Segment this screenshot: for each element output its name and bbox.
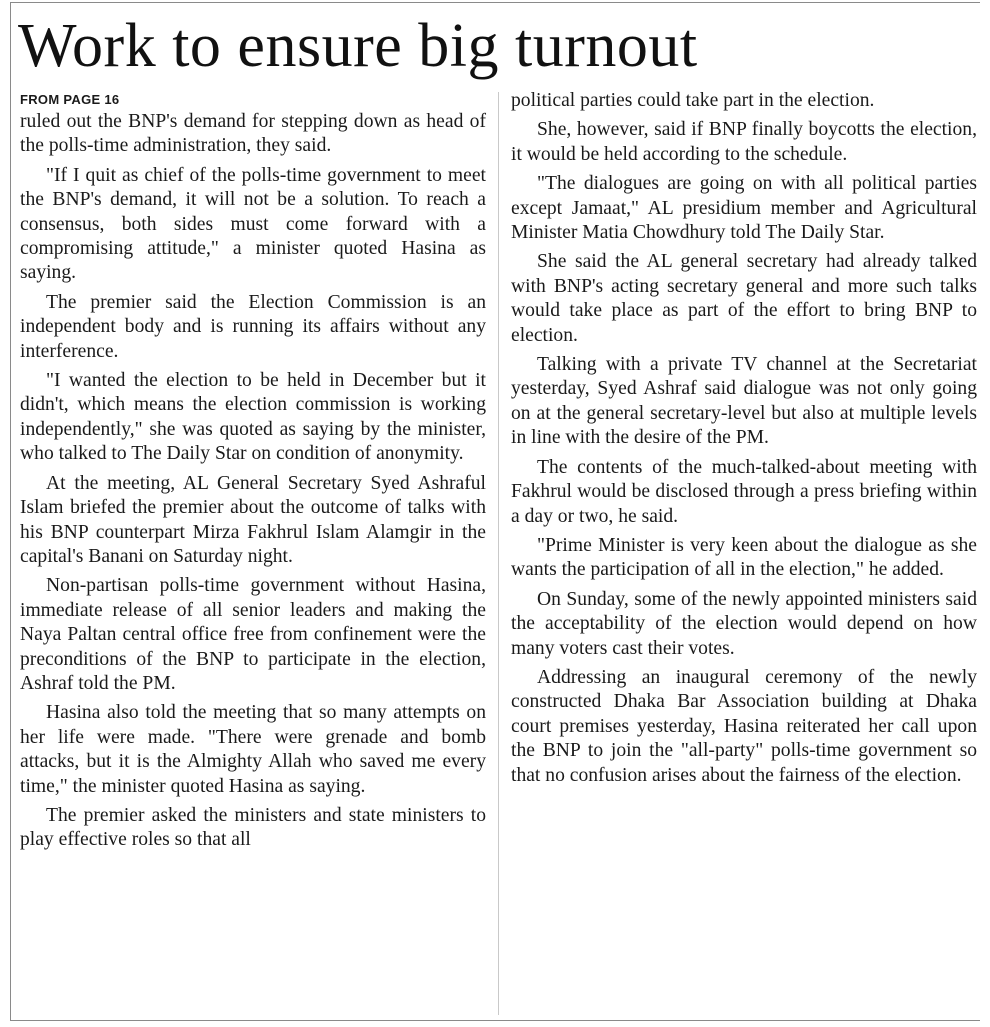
paragraph: The contents of the much-talked-about meeting with Fakhrul would be disclosed through a press briefing within a day or two, he said. [511, 456, 977, 527]
paragraph: The premier asked the ministers and state ministers to play effective roles so that all [20, 804, 486, 851]
left-border [10, 2, 11, 1021]
paragraph: The premier said the Election Commission is an independent body and is running its affairs without any interference. [20, 291, 486, 362]
paragraph: She said the AL general secretary had already talked with BNP's acting secretary general and more such talks would take place as part of the effort to bring BNP to election. [511, 251, 977, 346]
paragraph: ruled out the BNP's demand for stepping down as head of the polls-time administration, they said. [20, 111, 486, 157]
column-divider [498, 92, 499, 1015]
paragraph: political parties could take part in the election. [511, 90, 875, 111]
headline: Work to ensure big turnout [18, 12, 698, 80]
article-column-right [511, 89, 977, 793]
paragraph: On Sunday, some of the newly appointed ministers said the acceptability of the election would depend on how many voters cast their votes. [511, 588, 977, 659]
continuation-kicker: FROM PAGE 16 [20, 92, 120, 107]
paragraph: She, however, said if BNP finally boycotts the election, it would be held according to the schedule. [511, 119, 977, 165]
paragraph: "I wanted the election to be held in December but it didn't, which means the election commission is working independently," she was quoted as saying by the minister, who talked to The Daily Star on condition of anonymity. [20, 370, 486, 465]
paragraph: "Prime Minister is very keen about the dialogue as she wants the participation of all in the election," he added. [511, 534, 977, 581]
paragraph: At the meeting, AL General Secretary Syed Ashraful Islam briefed the premier about the outcome of talks with his BNP counterpart Mirza Fakhrul Islam Alamgir in the capital's Banani on Saturday night. [20, 472, 486, 567]
paragraph: Addressing an inaugural ceremony of the newly constructed Dhaka Bar Association building at Dhaka court premises yesterday, Hasina reiterated her call upon the BNP to join the "all-party" polls-time government so that no confusion arises about the fairness of the election. [511, 666, 977, 786]
paragraph: Non-partisan polls-time government without Hasina, immediate release of all senior leaders and making the Naya Paltan central office free from confinement were the preconditions of the BNP to participate in the election, Ashraf told the PM. [20, 575, 486, 694]
bottom-border [10, 1020, 980, 1021]
paragraph: "If I quit as chief of the polls-time government to meet the BNP's demand, it will not be a solution. To reach a consensus, both sides must come forward with a compromising attitude," a minister quoted Hasina as saying. [20, 164, 486, 284]
paragraph: Hasina also told the meeting that so many attempts on her life were made. "There were grenade and bomb attacks, but it is the Almighty Allah who saved me every time," the minister quoted Hasina as saying. [20, 702, 486, 797]
paragraph: Talking with a private TV channel at the Secretariat yesterday, Syed Ashraf said dialogue was not only going on at the general secretary-level but also at multiple levels in line with the desire of the PM. [511, 354, 977, 449]
article-column-left [20, 110, 486, 858]
paragraph: "The dialogues are going on with all political parties except Jamaat," AL presidium member and Agricultural Minister Matia Chowdhury told The Daily Star. [511, 173, 977, 244]
